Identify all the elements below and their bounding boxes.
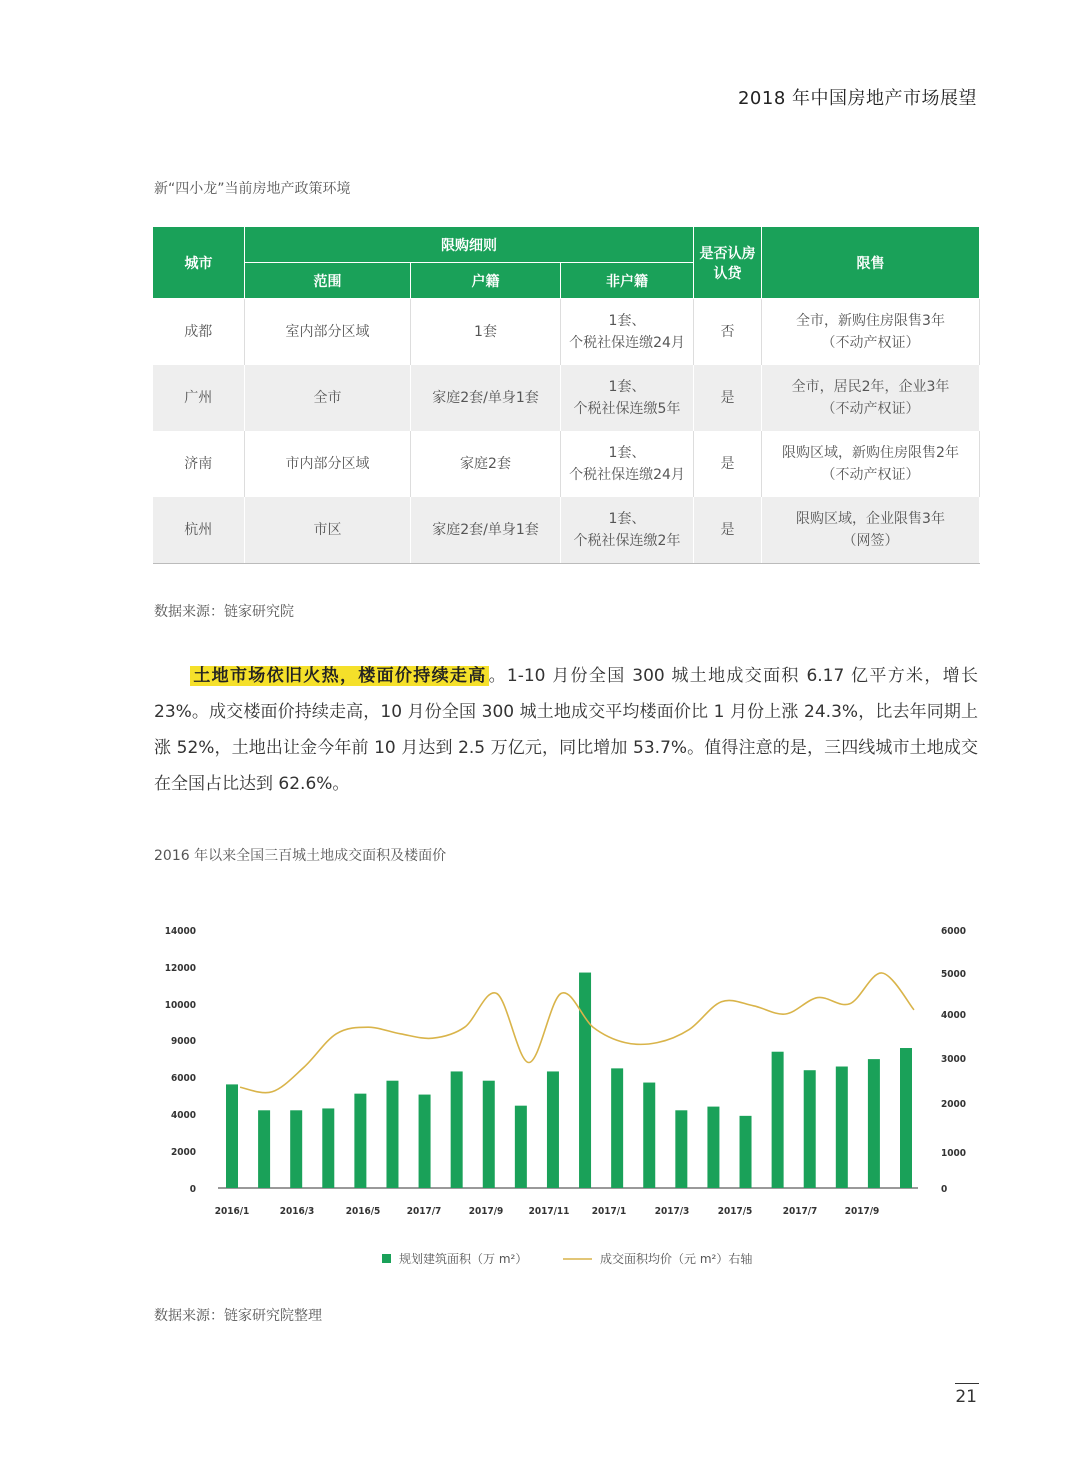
cell-scope: 市内部分区域: [245, 431, 411, 497]
header-purchase-rules: 限购细则: [245, 227, 694, 263]
bar-land-area: [836, 1067, 848, 1188]
cell-hukou: 家庭2套/单身1套: [411, 365, 561, 431]
bar-land-area: [707, 1107, 719, 1188]
cell-hukou: 1套: [411, 299, 561, 366]
left-axis-tick-label: 12000: [164, 963, 196, 974]
cell-city: 广州: [153, 365, 245, 431]
left-axis-tick-label: 4000: [170, 1110, 196, 1121]
left-axis-tick-label: 9000: [170, 1036, 196, 1047]
cell-scope: 室内部分区域: [245, 299, 411, 366]
chart-title: 2016 年以来全国三百城土地成交面积及楼面价: [154, 848, 447, 864]
left-axis-tick-label: 10000: [164, 1000, 196, 1011]
bar-land-area: [740, 1116, 752, 1188]
legend-bar-label: 规划建筑面积（万 m²）: [399, 1252, 528, 1266]
bar-land-area: [547, 1071, 559, 1188]
bar-land-area: [483, 1081, 495, 1188]
cell-sale-line1: 限购区域，企业限售3年: [796, 511, 945, 527]
cell-sale-line2: （不动产权证）: [821, 401, 920, 417]
bar-land-area: [419, 1095, 431, 1188]
x-axis-tick-label: 2017/3: [654, 1206, 690, 1217]
header-sale-limit: 限售: [762, 227, 980, 299]
cell-sale-line1: 全市，新购住房限售3年: [796, 313, 945, 329]
right-axis-tick-label: 2000: [941, 1099, 967, 1110]
right-axis-tick-label: 4000: [941, 1010, 967, 1021]
bar-land-area: [386, 1081, 398, 1188]
cell-city: 杭州: [153, 497, 245, 564]
right-axis-tick-label: 0: [941, 1184, 948, 1195]
cell-non-hukou-line2: 个税社保连缴2年: [573, 533, 681, 549]
header-loan-line2: 认贷: [713, 265, 742, 282]
cell-scope: 全市: [245, 365, 411, 431]
x-axis-tick-label: 2017/7: [406, 1206, 442, 1217]
page-number-rule: [955, 1383, 979, 1384]
cell-non-hukou-line2: 个税社保连缴24月: [569, 467, 685, 483]
paragraph-text: 。1-10 月份全国 300 城土地成交面积 6.17 亿平方米，增长 23%。成交楼面价持续走高，10 月份全国 300 城土地成交平均楼面价比 1 月份上涨 24.3%，比去年同期上涨 52%，土地出让金今年前 10 月达到 2.5 万亿元，同比增加 53.7%。值得注意的是，三四线城市土地成交在全国占比达到 62.6%。: [154, 666, 979, 794]
x-axis-tick-label: 2016/1: [214, 1206, 250, 1217]
cell-non-hukou-line1: 1套、: [608, 511, 646, 527]
cell-city: 济南: [153, 431, 245, 497]
bar-land-area: [611, 1068, 623, 1188]
x-axis-tick-label: 2017/11: [528, 1206, 570, 1217]
header-loan-line1: 是否认房: [699, 245, 756, 262]
cell-sale-line2: （不动产权证）: [821, 467, 920, 483]
highlighted-lead: 土地市场依旧火热，楼面价持续走高: [192, 666, 487, 686]
right-axis-tick-label: 6000: [941, 926, 967, 937]
cell-non-hukou-line1: 1套、: [608, 379, 646, 395]
bar-land-area: [675, 1110, 687, 1188]
table-source: 数据来源：链家研究院: [154, 604, 294, 620]
bar-land-area: [900, 1048, 912, 1188]
right-axis-tick-label: 5000: [941, 969, 967, 980]
right-axis-tick-label: 3000: [941, 1054, 967, 1065]
x-axis-tick-label: 2017/1: [591, 1206, 627, 1217]
cell-non-hukou-line1: 1套、: [608, 313, 646, 329]
cell-sale-line1: 限购区域，新购住房限售2年: [782, 445, 959, 461]
bar-land-area: [354, 1094, 366, 1188]
x-axis-tick-label: 2017/9: [844, 1206, 880, 1217]
table-caption: 新“四小龙”当前房地产政策环境: [154, 181, 351, 197]
cell-city: 成都: [153, 299, 245, 366]
header-scope: 范围: [245, 263, 411, 299]
bar-land-area: [226, 1084, 238, 1188]
cell-hukou: 家庭2套: [411, 431, 561, 497]
left-axis-tick-label: 6000: [170, 1073, 196, 1084]
x-axis-tick-label: 2016/5: [345, 1206, 381, 1217]
header-non-hukou: 非户籍: [561, 263, 694, 299]
bar-land-area: [579, 973, 591, 1188]
cell-scope: 市区: [245, 497, 411, 564]
x-axis-tick-label: 2016/3: [279, 1206, 315, 1217]
header-hukou: 户籍: [411, 263, 561, 299]
bar-land-area: [258, 1110, 270, 1188]
bar-land-area: [322, 1108, 334, 1188]
cell-sale-line2: （不动产权证）: [821, 335, 920, 351]
bar-land-area: [868, 1059, 880, 1188]
cell-hukou: 家庭2套/单身1套: [411, 497, 561, 564]
bar-land-area: [643, 1083, 655, 1188]
bar-land-area: [290, 1110, 302, 1188]
header-city: 城市: [153, 227, 245, 299]
bar-land-area: [515, 1106, 527, 1188]
cell-non-hukou-line2: 个税社保连缴24月: [569, 335, 685, 351]
cell-sale-line1: 全市，居民2年，企业3年: [791, 379, 950, 395]
cell-non-hukou-line2: 个税社保连缴5年: [573, 401, 681, 417]
legend-bar-swatch: [382, 1254, 391, 1263]
cell-loan: 是: [694, 365, 762, 431]
cell-non-hukou-line1: 1套、: [608, 445, 646, 461]
x-axis-tick-label: 2017/5: [717, 1206, 753, 1217]
cell-loan: 是: [694, 431, 762, 497]
x-axis-tick-label: 2017/9: [468, 1206, 504, 1217]
document-header-title: 2018 年中国房地产市场展望: [737, 88, 977, 109]
page-number: 21: [955, 1387, 977, 1407]
left-axis-tick-label: 14000: [164, 926, 196, 937]
left-axis-tick-label: 2000: [170, 1147, 196, 1158]
left-axis-tick-label: 0: [189, 1184, 196, 1195]
cell-loan: 是: [694, 497, 762, 564]
bar-land-area: [451, 1071, 463, 1188]
right-axis-tick-label: 1000: [941, 1148, 967, 1159]
cell-loan: 否: [694, 299, 762, 366]
bar-land-area: [804, 1070, 816, 1188]
chart-source: 数据来源：链家研究院整理: [154, 1308, 322, 1324]
legend-line-label: 成交面积均价（元 m²）右轴: [600, 1252, 753, 1266]
cell-sale-line2: （网签）: [842, 533, 899, 549]
bar-land-area: [772, 1052, 784, 1188]
x-axis-tick-label: 2017/7: [782, 1206, 818, 1217]
